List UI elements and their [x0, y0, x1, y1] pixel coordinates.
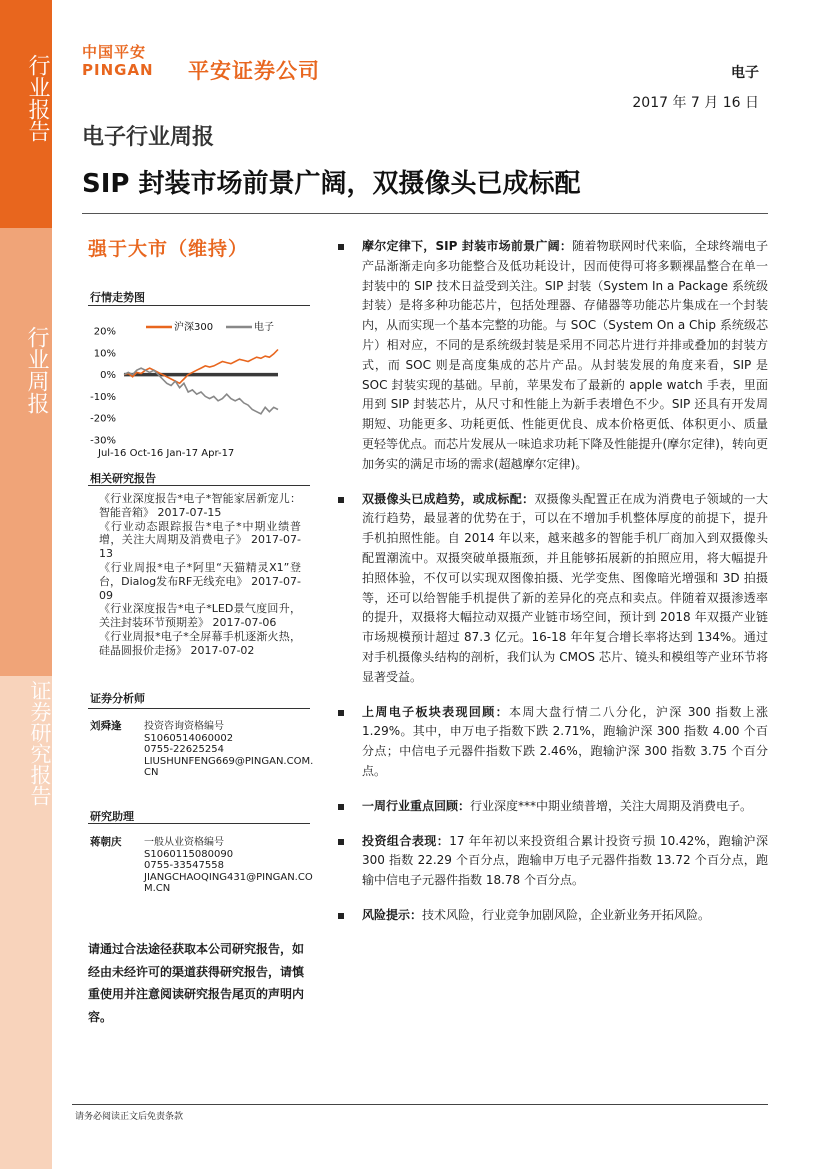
side-label-securities-research: 证券研究报告	[28, 680, 52, 806]
analyst-name: 刘舜逢	[90, 720, 122, 732]
assistant-info-line: 0755-33547558	[144, 860, 224, 871]
chart-section-title: 行情走势图	[90, 291, 145, 304]
assistant-info-line: JIANGCHAOQING431@PINGAN.CO	[144, 871, 313, 883]
related-reports-title: 相关研究报告	[90, 472, 156, 485]
bullet-text: 本周大盘行情二八分化，沪深 300 指数上涨 1.29%。其中，申万电子指数下跌 2.71%，跑输沪深 300 指数 4.00 个百分点；中信电子元器件指数下跌 2.46%，跑输沪深 300 指数 3.75 个百分点。	[362, 704, 768, 778]
bullet-item	[336, 237, 768, 475]
series-line-hs300	[124, 350, 278, 384]
bullet-lead: 双摄像头已成趋势，或成标配：	[362, 491, 535, 506]
analyst-info-line: 投资咨询资格编号	[144, 721, 224, 732]
assistant-info	[144, 837, 313, 895]
trend-chart	[88, 314, 292, 464]
legend	[146, 320, 274, 333]
related-report-item: 《行业周报*电子*全屏幕手机逐渐火热，硅晶圆报价走扬》 2017-07-02	[99, 629, 301, 657]
analyst-info-line: CN	[144, 767, 159, 778]
series-lines	[124, 350, 278, 414]
bullet-item	[336, 490, 768, 688]
y-tick-label: 20%	[93, 326, 116, 338]
bullet-text: 技术风险，行业竞争加剧风险，企业新业务开拓风险。	[422, 907, 711, 922]
disclaimer: 请通过合法途径获取本公司研究报告，如经由未经许可的渠道获得研究报告，请慎重使用并注意阅读研究报告尾页的声明内容。	[88, 942, 305, 1024]
legend-hs300-label: 沪深300	[174, 322, 214, 333]
analyst-info	[144, 721, 314, 779]
analyst-info-line: S1060514060002	[144, 732, 234, 744]
rating: 强于大市（维持）	[88, 238, 249, 260]
bullet-text: 双摄像头配置正在成为消费电子领域的一大流行趋势，最显著的优势在于，可以在不增加手机整体厚度的前提下，提升手机拍照性能。自 2014 年以来，越来越多的智能手机厂商加入到双摄像头配置潮流中。双摄突破单摄瓶颈，并且能够拓展新的拍照应用，将大幅提升拍照体验，不仅可以实现双图像拍摄、光学变焦、图像暗光增强和 3D 拍摄等，还可以给智能手机提供了新的差异化的亮点和卖点。伴随着双摄渗透率的提升，双摄将大幅拉动双摄产业链市场空间，预计到 2018 年双摄产业链市场规模预计超过 87.3 亿元。16-18 年年复合增长率将达到 134%。通过对手机摄像头结构的剖析，我们认为 CMOS 芯片、镜头和模组等产业环节将显著受益。	[362, 491, 768, 684]
footer-divider	[72, 1104, 768, 1105]
logo-chinese: 中国平安	[82, 43, 147, 61]
legend-electronics-label: 电子	[254, 322, 274, 333]
bullet-square-icon	[338, 804, 344, 810]
bullet-lead: 风险提示：	[362, 907, 423, 922]
bullet-item	[336, 797, 768, 817]
pingan-logo	[82, 41, 154, 79]
bullet-item	[336, 832, 768, 891]
side-band-middle	[0, 228, 52, 676]
bullet-lead: 一周行业重点回顾：	[362, 798, 471, 813]
report-subtitle: 电子行业周报	[82, 125, 215, 150]
related-report-item: 《行业周报*电子*阿里“天猫精灵X1”登台，Dialog发布RF无线充电》 2017-07-09	[99, 560, 301, 602]
bullet-text: 随着物联网时代来临，全球终端电子产品渐渐走向多功能整合及低功耗设计，因而使得可将多颗裸晶整合在单一封装中的 SIP 技术日益受到关注。SIP 封装（System In a Package 系统级封装）是将多种功能芯片，包括处理器、存储器等功能芯片集成在一个封装内，从而实现一个基本完整的功能。与 SOC（System On a Chip 系统级芯片）相对应，不同的是系统级封装是采用不同芯片进行并排或叠加的封装方式，而 SOC 则是高度集成的芯片产品。从封装发展的角度来看，SIP 是 SOC 封装实现的基础。早前，苹果发布了最新的 apple watch 手表，里面用到 SIP 封装芯片，从尺寸和性能上为新手表增色不少。SIP 还具有开发周期短、功能更多、功耗更低、性能更优良、成本价格更低、体积更小、质量更轻等优点。而芯片发展从一味追求功耗下降及性能提升(摩尔定律)，转向更加务实的满足市场的需求(超越摩尔定律)。	[362, 239, 768, 471]
assistant-info-line: S1060115080090	[144, 848, 234, 860]
report-date: 2017 年 7 月 16 日	[632, 95, 759, 111]
related-reports-list	[99, 492, 301, 658]
assistant-divider	[88, 823, 310, 824]
y-tick-label: -10%	[90, 391, 116, 403]
related-report-item: 《行业动态跟踪报告*电子*中期业绩普增，关注大周期及消费电子》 2017-07-13	[99, 519, 301, 561]
assistant-info-line: 一般从业资格编号	[144, 837, 224, 848]
bullet-lead: 上周电子板块表现回顾：	[362, 704, 509, 719]
bullet-square-icon	[338, 839, 344, 845]
side-label-industry-report: 行业报告	[25, 54, 50, 142]
analysts-divider	[88, 708, 310, 709]
related-report-item: 《行业深度报告*电子*智能家居新宠儿：智能音箱》 2017-07-15	[99, 492, 301, 519]
bullet-item	[336, 703, 768, 782]
bullet-text: 行业深度***中期业绩普增，关注大周期及消费电子。	[470, 798, 753, 813]
side-band	[0, 0, 52, 1169]
x-axis-ticks	[97, 448, 234, 459]
report-title: SIP 封装市场前景广阔，双摄像头已成标配	[82, 169, 581, 199]
assistant-info-line: M.CN	[144, 883, 171, 894]
footer-note: 请务必阅读正文后免责条款	[75, 1112, 184, 1122]
chart-section-divider	[88, 305, 310, 306]
bullet-text: 17 年年初以来投资组合累计投资亏损 10.42%，跑输沪深 300 指数 22.29 个百分点，跑输申万电子元器件指数 13.72 个百分点，跑输中信电子元器件指数 18.78 个百分点。	[362, 833, 768, 888]
logo-english: PINGAN	[82, 61, 154, 79]
assistant-name: 蒋朝庆	[90, 836, 122, 848]
y-tick-label: 0%	[100, 370, 116, 382]
y-tick-label: 10%	[93, 348, 116, 360]
analysts-title: 证券分析师	[90, 692, 145, 705]
assistant-title: 研究助理	[90, 810, 134, 823]
bullet-square-icon	[338, 913, 344, 919]
analyst-block	[88, 720, 314, 781]
company-name: 平安证券公司	[188, 59, 320, 83]
related-report-item: 《行业深度报告*电子*LED景气度回升，关注封装环节预期差》 2017-07-06	[99, 602, 301, 630]
bullet-square-icon	[338, 497, 344, 503]
side-label-weekly: 行业周报	[24, 326, 49, 414]
assistant-block	[88, 836, 313, 897]
y-tick-label: -20%	[90, 413, 116, 425]
analyst-info-line: LIUSHUNFENG669@PINGAN.COM.	[144, 755, 314, 767]
bullet-square-icon	[338, 710, 344, 716]
y-axis-ticks	[90, 327, 116, 447]
bullet-lead: 投资组合表现：	[362, 833, 450, 848]
x-tick-labels: Jul-16 Oct-16 Jan-17 Apr-17	[98, 448, 235, 459]
y-tick-label: -30%	[90, 435, 116, 447]
related-reports-divider	[88, 485, 310, 486]
bullet-square-icon	[338, 244, 344, 250]
sector-label: 电子	[731, 65, 759, 81]
bullet-item	[336, 906, 768, 926]
summary-bullets	[336, 237, 768, 926]
analyst-info-line: 0755-22625254	[144, 744, 224, 755]
bullet-lead: 摩尔定律下，SIP 封装市场前景广阔：	[362, 239, 573, 253]
header-divider	[82, 213, 768, 214]
